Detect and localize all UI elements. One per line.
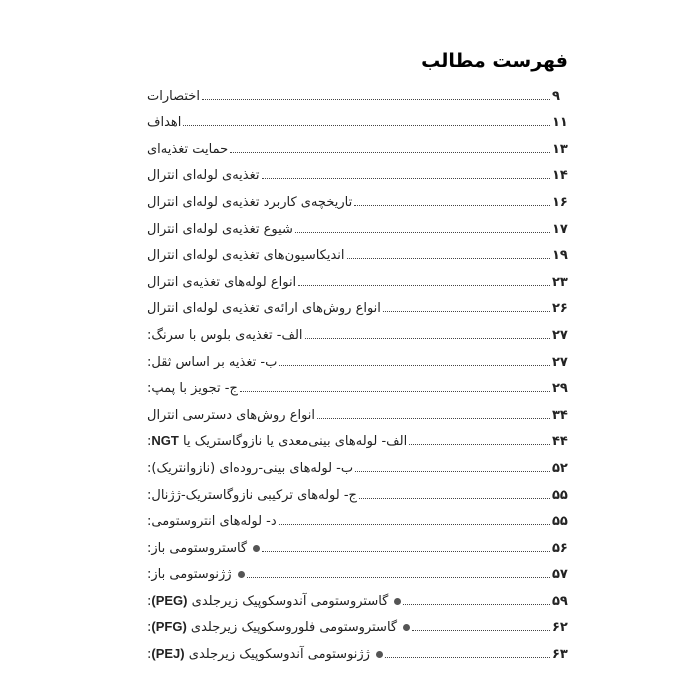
toc-entry[interactable] — [145, 426, 570, 453]
toc-entry-label — [145, 433, 407, 452]
toc-entry-label — [145, 115, 181, 133]
toc-entry-text: گاستروستومی آندوسکوپیک زیرجلدی — [191, 593, 389, 609]
toc-entry-label — [145, 619, 410, 638]
toc-entry-text: ب- تغذیه بر اساس ثقل: — [147, 354, 278, 370]
toc-entry-label — [145, 514, 277, 532]
toc-entry-label — [145, 646, 383, 665]
dot-leader — [279, 524, 550, 525]
toc-entry-text: الف- تغذیه‌ی بلوس با سرنگ: — [147, 327, 303, 343]
toc-entry[interactable] — [145, 373, 570, 400]
toc-page-number: ۱۶ — [552, 194, 568, 210]
toc-entry-suffix: : — [147, 434, 152, 450]
toc-entry-label — [145, 275, 296, 293]
toc-entry[interactable] — [145, 213, 570, 240]
toc-entry-text: شیوع تغذیه‌ی لوله‌ای انترال — [147, 221, 293, 237]
bullet-icon — [253, 545, 260, 552]
toc-entry-text: تاریخچه‌ی کاربرد تغذیه‌ی لوله‌ای انترال — [147, 194, 353, 210]
toc-entry[interactable] — [145, 506, 570, 533]
toc-entry-text: ج- لوله‌های ترکیبی نازوگاستریک-ژژنال: — [147, 487, 357, 503]
toc-page-number: ۲۷ — [552, 354, 568, 370]
toc-page-number: ۵۵ — [552, 487, 568, 503]
dot-leader — [403, 604, 550, 605]
toc-entry-label — [145, 301, 381, 319]
toc-entry[interactable] — [145, 240, 570, 267]
toc-entry-label — [145, 381, 238, 399]
dot-leader — [247, 577, 550, 578]
toc-entry-label — [145, 567, 245, 585]
bullet-icon — [403, 624, 410, 631]
toc-page-number: ۱۷ — [552, 221, 568, 237]
toc-entry-text: ب- لوله‌های بینی-روده‌ای (نازوانتریک): — [147, 460, 354, 476]
dot-leader — [383, 311, 550, 312]
toc-entry-label — [145, 222, 293, 240]
toc-entry-label — [145, 593, 401, 612]
toc-entry[interactable] — [145, 585, 570, 612]
dot-leader — [409, 444, 550, 445]
dot-leader — [298, 285, 550, 286]
toc-entry-text: حمایت تغذیه‌ای — [147, 141, 229, 157]
dot-leader — [202, 99, 550, 100]
toc-entry-label — [145, 248, 345, 266]
toc-entry[interactable] — [145, 266, 570, 293]
toc-entry[interactable] — [145, 479, 570, 506]
toc-page-number: ۵۵ — [552, 514, 568, 530]
toc-entry-suffix: : — [147, 620, 152, 636]
toc-entry-text: انواع لوله‌های تغذیه‌ی انترال — [147, 274, 297, 290]
toc-entry-text: اهداف — [147, 115, 182, 131]
toc-page-number: ۱۳ — [552, 141, 568, 157]
toc-entry-label — [145, 195, 352, 213]
toc-entry-text: د- لوله‌های انتروستومی: — [147, 514, 277, 530]
toc-entry-label — [145, 541, 260, 559]
dot-leader — [412, 630, 550, 631]
toc-entry-label — [145, 488, 357, 506]
toc-entry[interactable] — [145, 186, 570, 213]
toc-entry[interactable] — [145, 346, 570, 373]
toc-entry[interactable] — [145, 399, 570, 426]
toc-entry-label — [145, 408, 315, 426]
bullet-icon — [376, 651, 383, 658]
toc-entry[interactable] — [145, 293, 570, 320]
toc-entry-text: اندیکاسیون‌های تغذیه‌ی لوله‌ای انترال — [147, 248, 345, 264]
toc-page-number: ۹ — [552, 88, 560, 104]
toc-entry[interactable] — [145, 107, 570, 134]
dot-leader — [317, 418, 550, 419]
toc-entry[interactable] — [145, 452, 570, 479]
toc-page-number: ۴۴ — [552, 434, 568, 450]
toc-entry-text: انواع روش‌های دسترسی انترال — [147, 407, 316, 423]
toc-entry-abbrev: (PFG) — [151, 619, 187, 635]
toc-entry[interactable] — [145, 638, 570, 665]
toc-entry[interactable] — [145, 160, 570, 187]
toc-page-number: ۵۲ — [552, 460, 568, 476]
toc-entry-text: گاستروستومی فلوروسکوپیک زیرجلدی — [190, 620, 398, 636]
toc-entry[interactable] — [145, 80, 570, 107]
page-title: فهرست مطالب — [421, 50, 568, 72]
dot-leader — [359, 498, 550, 499]
toc-entry[interactable] — [145, 133, 570, 160]
toc-entry-abbrev: NGT — [151, 433, 179, 449]
dot-leader — [305, 338, 550, 339]
toc-entry-text: انواع روش‌های ارائه‌ی تغذیه‌ی لوله‌ای انترال — [147, 301, 381, 317]
toc-entry-text: ژژنوستومی باز: — [147, 567, 232, 583]
toc-entry[interactable] — [145, 559, 570, 586]
toc-entry-label — [145, 461, 353, 479]
dot-leader — [354, 205, 550, 206]
toc-entry-text: ج- تجویز با پمپ: — [147, 381, 238, 397]
table-of-contents — [145, 80, 570, 665]
toc-entry[interactable] — [145, 612, 570, 639]
toc-page-number: ۲۹ — [552, 381, 568, 397]
toc-entry-suffix: : — [147, 593, 152, 609]
toc-entry-label — [145, 168, 260, 186]
toc-entry-abbrev: (PEJ) — [151, 646, 185, 662]
dot-leader — [347, 258, 550, 259]
dot-leader — [355, 471, 550, 472]
bullet-icon — [238, 571, 245, 578]
toc-page-number: ۳۴ — [552, 407, 568, 423]
toc-entry-label — [145, 328, 303, 346]
dot-leader — [295, 232, 550, 233]
dot-leader — [183, 125, 550, 126]
toc-page-number: ۱۱ — [552, 115, 568, 131]
toc-page-number: ۵۹ — [552, 593, 568, 609]
toc-entry-label — [145, 142, 228, 160]
toc-entry-text: اختصارات — [147, 88, 200, 104]
toc-entry[interactable] — [145, 319, 570, 346]
toc-entry-suffix: : — [147, 647, 152, 663]
toc-entry-text: الف- لوله‌های بینی‌معدی یا نازوگاستریک یا — [182, 434, 408, 450]
toc-page-number: ۲۳ — [552, 274, 568, 290]
dot-leader — [240, 391, 550, 392]
toc-page-number: ۱۴ — [552, 168, 568, 184]
toc-entry-text: تغذیه‌ی لوله‌ای انترال — [147, 168, 260, 184]
toc-entry-text: ژژنوستومی آندوسکوپیک زیرجلدی — [188, 647, 370, 663]
bullet-icon — [394, 598, 401, 605]
toc-page-number: ۲۶ — [552, 301, 568, 317]
toc-page-number: ۵۶ — [552, 540, 568, 556]
dot-leader — [385, 657, 550, 658]
toc-page-number: ۶۲ — [552, 620, 568, 636]
dot-leader — [262, 178, 550, 179]
toc-page-number: ۶۳ — [552, 647, 568, 663]
toc-page-number: ۲۷ — [552, 327, 568, 343]
toc-entry[interactable] — [145, 532, 570, 559]
dot-leader — [230, 152, 550, 153]
toc-page-number: ۱۹ — [552, 248, 568, 264]
dot-leader — [279, 365, 550, 366]
toc-entry-text: گاستروستومی باز: — [147, 540, 248, 556]
toc-entry-label — [145, 355, 277, 373]
toc-page-number: ۵۷ — [552, 567, 568, 583]
dot-leader — [262, 551, 550, 552]
toc-entry-abbrev: (PEG) — [151, 592, 188, 608]
toc-entry-label — [145, 89, 200, 107]
